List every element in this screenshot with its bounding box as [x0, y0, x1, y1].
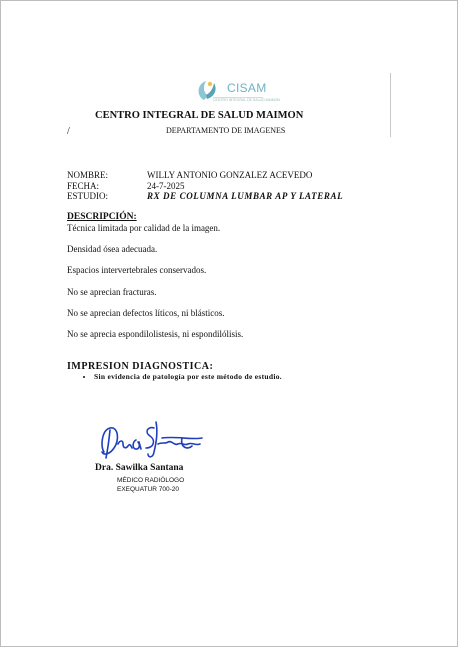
finding-item: No se aprecian fracturas. [67, 287, 157, 297]
finding-item: Técnica limitada por calidad de la imagen. [67, 223, 221, 233]
date-row [67, 181, 185, 191]
fecha-label: FECHA: [67, 181, 100, 191]
header-divider [390, 73, 391, 137]
department-title: DEPARTAMENTO DE IMAGENES [166, 126, 286, 135]
header-mark: / [67, 126, 70, 137]
estudio-label: ESTUDIO: [67, 191, 108, 201]
impression-list [82, 372, 282, 381]
logo-subtitle: CENTRO INTEGRAL DE SALUD MAIMON [213, 98, 280, 102]
finding-item: No se aprecian defectos líticos, ni blásticos. [67, 308, 225, 318]
finding-item: No se aprecia espondilolistesis, ni espondilólisis. [67, 329, 244, 339]
description-heading: DESCRIPCIÓN: [67, 212, 137, 222]
signatory-role: MÉDICO RADIÓLOGO [117, 477, 185, 484]
patient-name-row [67, 170, 312, 180]
signatory-name: Dra. Sawilka Santana [95, 463, 184, 473]
handwritten-signature [96, 418, 208, 462]
impression-heading: IMPRESION DIAGNOSTICA: [67, 361, 214, 372]
organization-title: CENTRO INTEGRAL DE SALUD MAIMON [95, 110, 304, 121]
logo-text: CISAM [227, 81, 267, 95]
finding-item: Espacios intervertebrales conservados. [67, 265, 207, 275]
fecha-value: 24-7-2025 [147, 181, 185, 191]
impression-item: • Sin evidencia de patología por este método de estudio. [94, 372, 282, 381]
finding-item: Densidad ósea adecuada. [67, 244, 158, 254]
study-row [67, 191, 343, 201]
nombre-value: WILLY ANTONIO GONZALEZ ACEVEDO [147, 170, 313, 180]
signatory-exequatur: EXEQUATUR 700-20 [117, 486, 180, 493]
nombre-label: NOMBRE: [67, 170, 109, 180]
estudio-value: RX DE COLUMNA LUMBAR AP Y LATERAL [147, 191, 344, 201]
